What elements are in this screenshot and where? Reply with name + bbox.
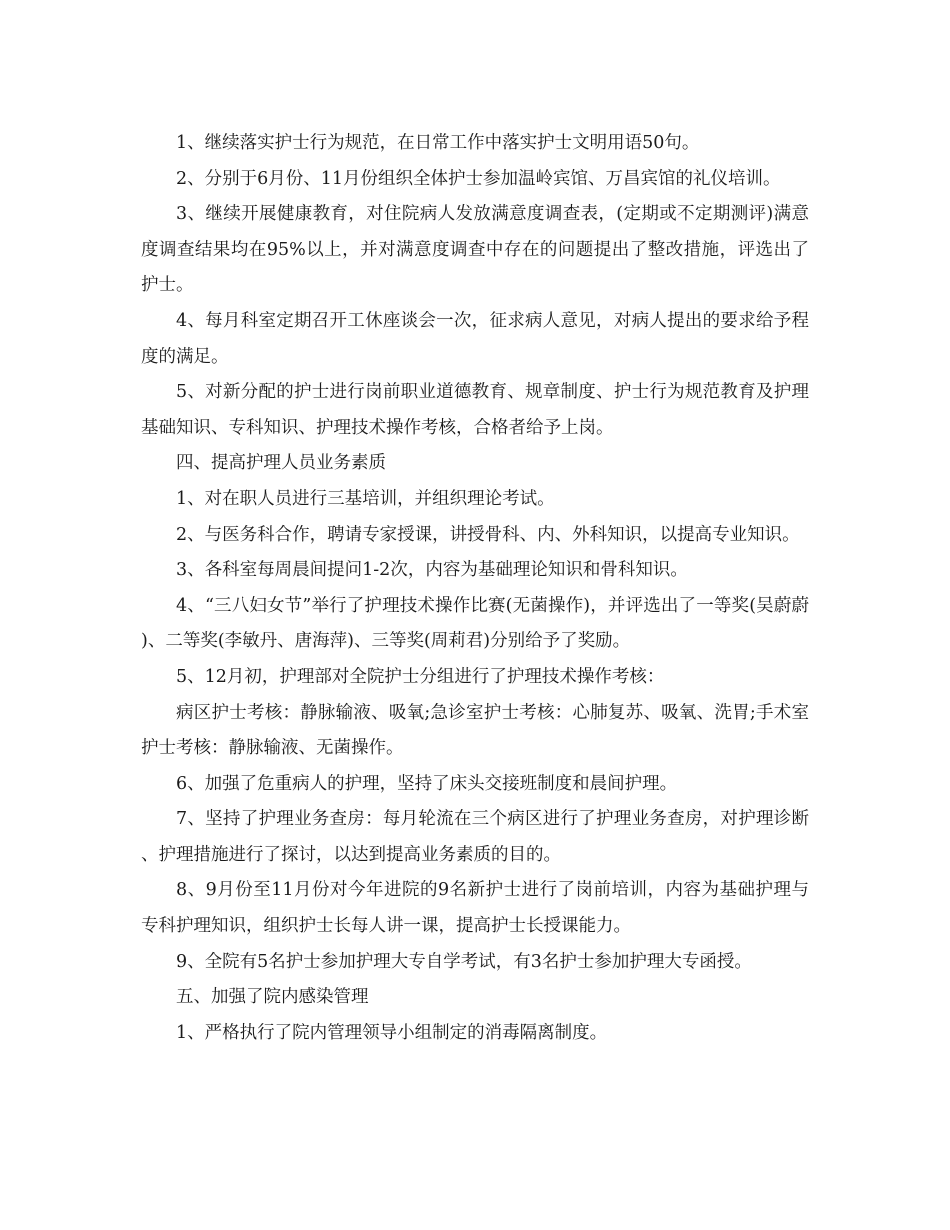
- paragraph: 2、与医务科合作，聘请专家授课，讲授骨科、内、外科知识，以提高专业知识。: [176, 524, 800, 545]
- section-heading: 四、提高护理人员业务素质: [176, 453, 386, 474]
- paragraph: 7、坚持了护理业务查房：每月轮流在三个病区进行了护理业务查房，对护理诊断、护理措施进行了探讨，以达到提高业务素质的目的。: [141, 809, 809, 865]
- paragraph: 6、加强了危重病人的护理，坚持了床头交接班制度和晨间护理。: [176, 773, 678, 794]
- paragraph: 4、“三八妇女节”举行了护理技术操作比赛(无菌操作)，并评选出了一等奖(吴蔚蔚)、二等奖(李敏丹、唐海萍)、三等奖(周莉君)分别给予了奖励。: [141, 595, 809, 652]
- paragraph: 8、9月份至11月份对今年进院的9名新护士进行了岗前培训，内容为基础护理与专科护理知识，组织护士长每人讲一课，提高护士长授课能力。: [141, 880, 809, 937]
- paragraph: 3、各科室每周晨间提问1-2次，内容为基础理论知识和骨科知识。: [176, 560, 688, 581]
- paragraph: 1、继续落实护士行为规范，在日常工作中落实护士文明用语50句。: [176, 133, 700, 153]
- paragraph: 9、全院有5名护士参加护理大专自学考试，有3名护士参加护理大专函授。: [176, 951, 752, 972]
- paragraph: 1、对在职人员进行三基培训，并组织理论考试。: [176, 488, 555, 509]
- paragraph: 4、每月科室定期召开工休座谈会一次，征求病人意见，对病人提出的要求给予程度的满足。: [141, 310, 809, 367]
- section-heading: 五、加强了院内感染管理: [176, 987, 369, 1008]
- paragraph: 2、分别于6月份、11月份组织全体护士参加温岭宾馆、万昌宾馆的礼仪培训。: [176, 168, 781, 189]
- paragraph: 病区护士考核：静脉输液、吸氧;急诊室护士考核：心肺复苏、吸氧、洗胃;手术室护士考核：静脉输液、无菌操作。: [141, 702, 809, 759]
- document-page: [141, 126, 809, 1051]
- paragraph: 5、12月初，护理部对全院护士分组进行了护理技术操作考核：: [176, 666, 665, 687]
- paragraph: 3、继续开展健康教育，对住院病人发放满意度调查表，(定期或不定期测评)满意度调查结果均在95%以上，并对满意度调查中存在的问题提出了整改措施，评选出了护士。: [141, 204, 809, 296]
- paragraph: 5、对新分配的护士进行岗前职业道德教育、规章制度、护士行为规范教育及护理基础知识、专科知识、护理技术操作考核，合格者给予上岗。: [141, 382, 809, 438]
- paragraph: 1、严格执行了院内管理领导小组制定的消毒隔离制度。: [176, 1022, 608, 1043]
